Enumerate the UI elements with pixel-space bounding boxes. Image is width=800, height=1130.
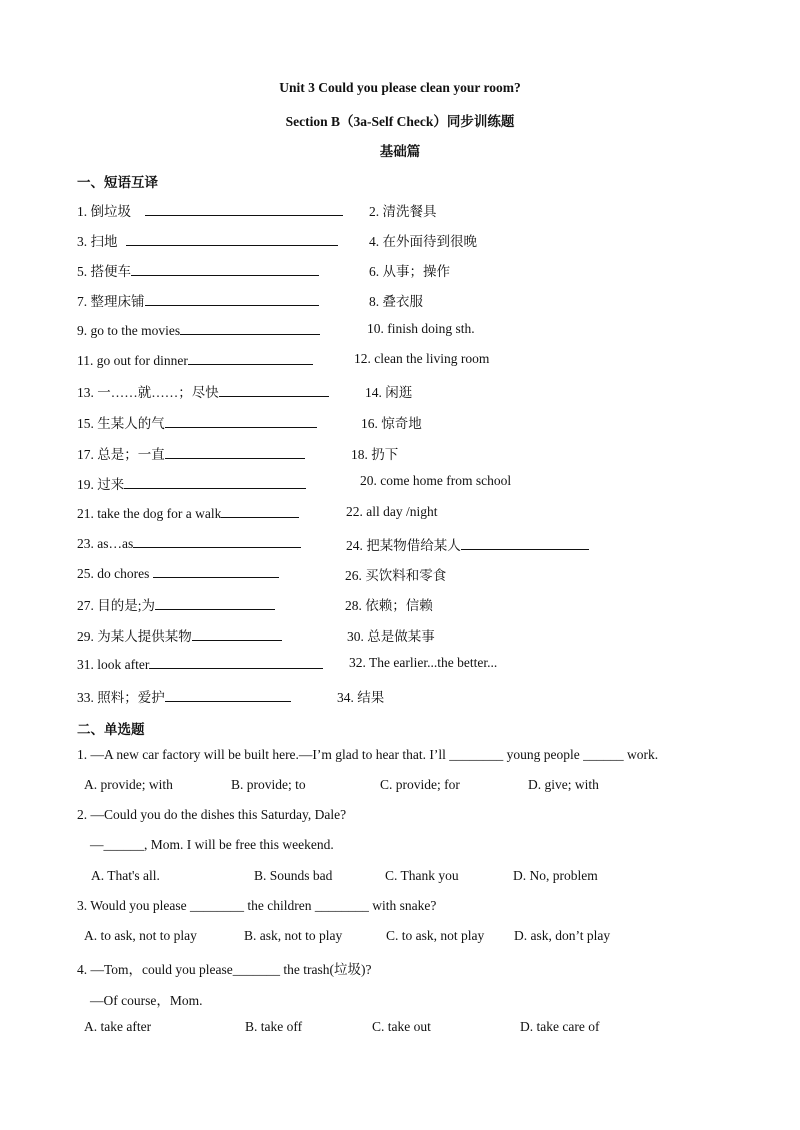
phrase-row — [77, 260, 777, 280]
phrase-item: 22. all day /night — [346, 504, 438, 519]
answer-blank[interactable] — [131, 262, 319, 276]
option-a[interactable]: A. to ask, not to play — [84, 928, 197, 943]
answer-blank[interactable] — [219, 383, 329, 397]
phrase-item: 2. 清洗餐具 — [369, 204, 437, 219]
question-3-options — [84, 928, 784, 948]
phrase-row — [77, 473, 777, 493]
phrase-item: 14. 闲逛 — [365, 385, 413, 400]
phrase-item: 21. take the dog for a walk — [77, 504, 299, 522]
option-c[interactable]: C. Thank you — [385, 868, 459, 883]
answer-blank[interactable] — [124, 475, 306, 489]
phrase-item: 5. 搭便车 — [77, 260, 319, 280]
answer-blank[interactable] — [145, 292, 319, 306]
answer-blank[interactable] — [221, 504, 299, 518]
level-title: 基础篇 — [379, 144, 421, 159]
phrase-item: 16. 惊奇地 — [361, 416, 422, 431]
phrase-item: 26. 买饮料和零食 — [345, 568, 447, 583]
phrase-row — [77, 351, 777, 371]
phrase-row — [77, 686, 777, 706]
phrase-item: 29. 为某人提供某物 — [77, 625, 282, 645]
option-a[interactable]: A. take after — [84, 1019, 152, 1034]
phrase-row — [77, 655, 777, 675]
answer-blank[interactable] — [188, 351, 313, 365]
answer-blank[interactable] — [165, 445, 305, 459]
option-c[interactable]: C. to ask, not play — [386, 928, 485, 943]
phrase-item: 13. 一……就……；尽快 — [77, 381, 329, 401]
option-d[interactable]: D. No, problem — [513, 868, 598, 883]
question-1-stem: 1. —A new car factory will be built here.—I’m glad to hear that. I’ll ________ young people ______ work. — [77, 747, 659, 762]
phrase-item: 19. 过来 — [77, 473, 306, 493]
phrase-item: 24. 把某物借给某人 — [346, 534, 589, 554]
phrase-item: 9. go to the movies — [77, 321, 320, 339]
question-2-reply: —______, Mom. I will be free this weekend. — [90, 837, 334, 852]
question-4-options — [84, 1019, 784, 1039]
option-c[interactable]: C. take out — [372, 1019, 431, 1034]
phrase-item: 23. as…as — [77, 534, 301, 552]
phrase-row — [77, 504, 777, 524]
question-4-reply: —Of course，Mom. — [90, 993, 203, 1008]
question-4-stem: 4. —Tom，could you please_______ the trash(垃圾)? — [77, 962, 372, 977]
answer-blank[interactable] — [192, 627, 282, 641]
phrase-item: 17. 总是；一直 — [77, 443, 305, 463]
answer-blank[interactable] — [461, 536, 589, 550]
phrase-item: 34. 结果 — [337, 690, 385, 705]
section-title: Section B（3a-Self Check）同步训练题 — [285, 114, 515, 129]
phrase-item: 7. 整理床铺 — [77, 290, 319, 310]
phrase-row — [77, 230, 777, 250]
phrase-row — [77, 412, 777, 432]
phrase-row — [77, 594, 777, 614]
option-d[interactable]: D. give; with — [528, 777, 599, 792]
option-a[interactable]: A. That's all. — [91, 868, 160, 883]
option-c[interactable]: C. provide; for — [380, 777, 460, 792]
option-d[interactable]: D. ask, don’t play — [514, 928, 611, 943]
answer-blank[interactable] — [126, 232, 338, 246]
section-heading-choice: 二、单选题 — [77, 722, 145, 737]
option-a[interactable]: A. provide; with — [84, 777, 173, 792]
answer-blank[interactable] — [165, 688, 291, 702]
answer-blank[interactable] — [145, 202, 343, 216]
phrase-item: 8. 叠衣服 — [369, 294, 423, 309]
option-d[interactable]: D. take care of — [520, 1019, 600, 1034]
phrase-item: 18. 扔下 — [351, 447, 399, 462]
phrase-item: 15. 生某人的气 — [77, 412, 317, 432]
question-3-stem: 3. Would you please ________ the children ________ with snake? — [77, 898, 437, 913]
phrase-item: 1. 倒垃圾 — [77, 200, 343, 220]
question-1-options — [84, 777, 784, 797]
phrase-row — [77, 534, 777, 554]
phrase-row — [77, 290, 777, 310]
phrase-row — [77, 443, 777, 463]
option-b[interactable]: B. provide; to — [231, 777, 306, 792]
phrase-item: 32. The earlier...the better... — [349, 655, 498, 670]
phrase-row — [77, 564, 777, 584]
phrase-row — [77, 381, 777, 401]
option-b[interactable]: B. Sounds bad — [254, 868, 333, 883]
phrase-row — [77, 321, 777, 341]
answer-blank[interactable] — [133, 534, 301, 548]
phrase-item: 12. clean the living room — [354, 351, 490, 366]
answer-blank[interactable] — [180, 321, 320, 335]
phrase-item: 10. finish doing sth. — [367, 321, 475, 336]
unit-title: Unit 3 Could you please clean your room? — [279, 80, 521, 95]
phrase-item: 6. 从事；操作 — [369, 264, 450, 279]
option-b[interactable]: B. take off — [245, 1019, 303, 1034]
phrase-item: 25. do chores — [77, 564, 279, 582]
question-2-stem: 2. —Could you do the dishes this Saturday, Dale? — [77, 807, 347, 822]
phrase-item: 20. come home from school — [360, 473, 512, 488]
phrase-item: 3. 扫地 — [77, 230, 338, 250]
phrase-item: 31. look after — [77, 655, 323, 673]
option-b[interactable]: B. ask, not to play — [244, 928, 343, 943]
section-heading-translation: 一、短语互译 — [77, 175, 158, 190]
phrase-row — [77, 625, 777, 645]
answer-blank[interactable] — [165, 414, 317, 428]
phrase-item: 28. 依赖；信赖 — [345, 598, 433, 613]
phrase-row — [77, 200, 777, 220]
phrase-item: 4. 在外面待到很晚 — [369, 234, 477, 249]
answer-blank[interactable] — [155, 596, 275, 610]
phrase-item: 30. 总是做某事 — [347, 629, 435, 644]
phrase-item: 33. 照料；爱护 — [77, 686, 291, 706]
question-2-options — [91, 868, 791, 888]
phrase-item: 27. 目的是;为 — [77, 594, 275, 614]
phrase-item: 11. go out for dinner — [77, 351, 313, 369]
answer-blank[interactable] — [149, 655, 323, 669]
answer-blank[interactable] — [153, 564, 279, 578]
